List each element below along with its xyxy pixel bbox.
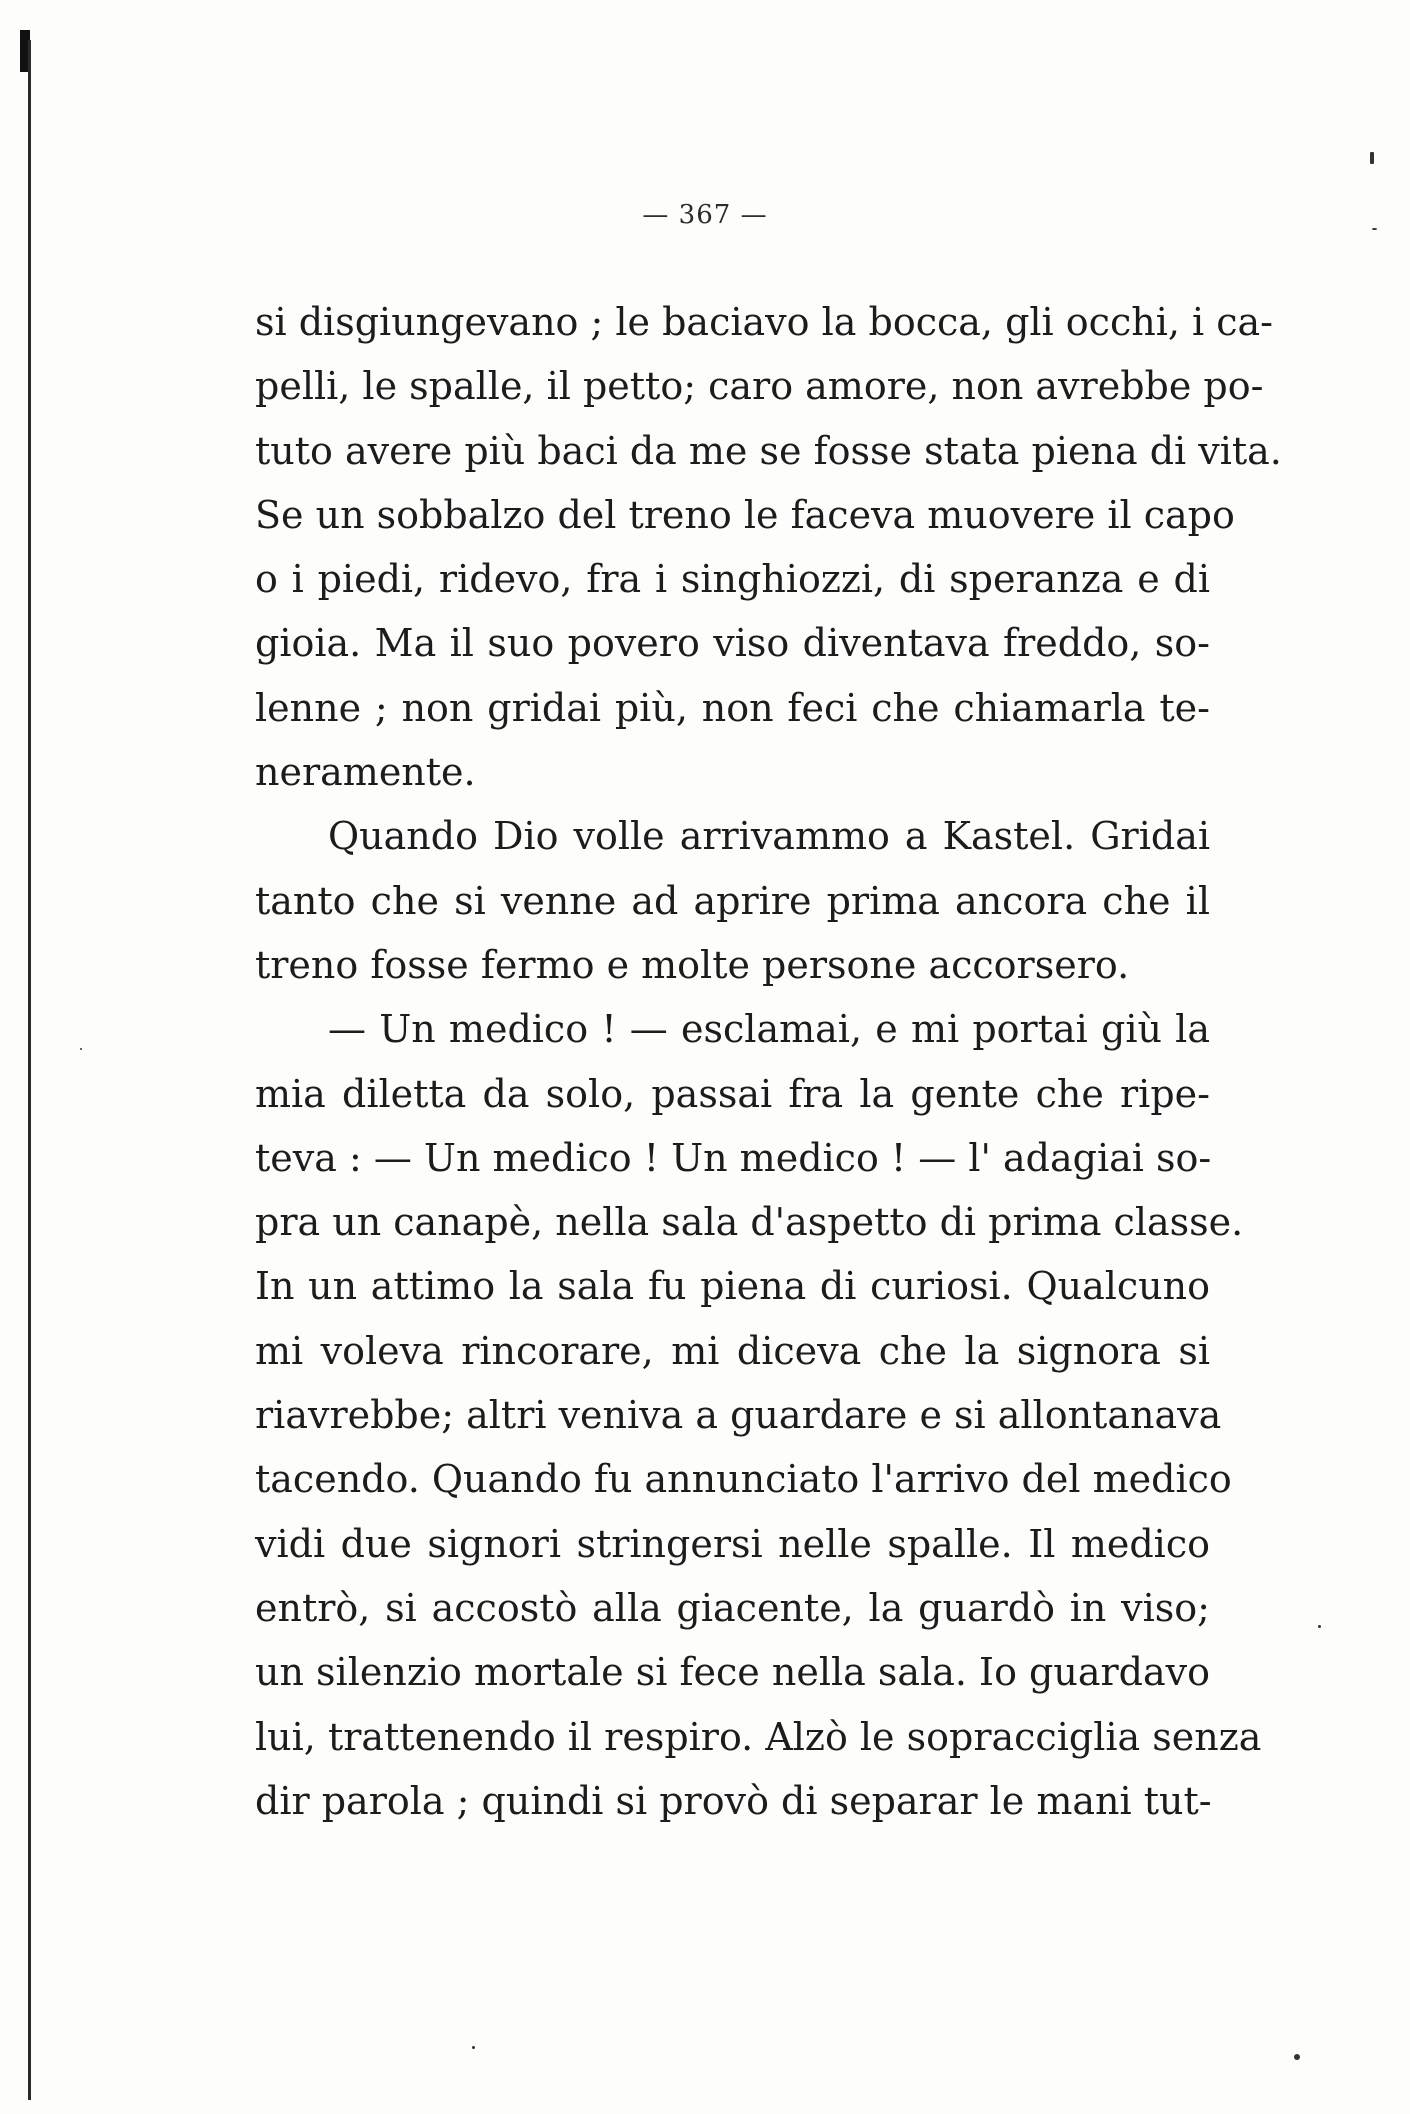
text-line: — Un medico ! — esclamai, e mi portai giù la [328,1007,1210,1052]
text-line: pra un canapè, nella sala d'aspetto di prima classe. [255,1200,1244,1245]
text-line: neramente. [255,750,476,795]
body-text [255,290,1282,1833]
text-line: In un attimo la sala fu piena di curiosi. Qualcuno [255,1264,1210,1309]
text-line: dir parola ; quindi si provò di separar le mani tut- [255,1778,1212,1823]
text-line: entrò, si accostò alla giacente, la guardò in viso; [255,1585,1210,1630]
text-line: si disgiungevano ; le baciavo la bocca, gli occhi, i ca- [255,300,1274,344]
text-line: lenne ; non gridai più, non feci che chiamarla te- [255,685,1210,730]
scan-speck [80,1048,82,1050]
scan-speck [1318,1625,1321,1628]
text-line: mia diletta da solo, passai fra la gente che ripe- [255,1071,1210,1116]
text-line: treno fosse fermo e molte persone accorsero. [255,942,1130,987]
text-line: riavrebbe; altri veniva a guardare e si allontanava [255,1393,1222,1438]
scan-speck [1294,2054,1300,2060]
text-line: pelli, le spalle, il petto; caro amore, non avrebbe po- [255,364,1264,409]
text-line: Se un sobbalzo del treno le faceva muovere il capo [255,492,1235,537]
text-line: tuto avere più baci da me se fosse stata piena di vita. [255,428,1282,473]
text-line: o i piedi, ridevo, fra i singhiozzi, di speranza e di [255,557,1210,602]
text-line: mi voleva rincorare, mi diceva che la signora si [255,1328,1210,1373]
scan-speck [472,2046,475,2049]
text-line: gioia. Ma il suo povero viso diventava freddo, so- [255,621,1210,666]
text-line: un silenzio mortale si fece nella sala. Io guardavo [255,1650,1210,1695]
text-line: teva : — Un medico ! Un medico ! — l' adagiai so- [255,1135,1212,1180]
text-line: tacendo. Quando fu annunciato l'arrivo del medico [255,1457,1232,1502]
text-line: Quando Dio volle arrivammo a Kastel. Gridai [328,814,1210,859]
binding-edge-line [28,40,31,2100]
text-line: vidi due signori stringersi nelle spalle. Il medico [255,1521,1210,1566]
scan-speck [1370,152,1374,164]
text-line: lui, trattenendo il respiro. Alzò le sopracciglia senza [255,1714,1262,1759]
page-number: — 367 — [642,200,768,230]
text-line: tanto che si venne ad aprire prima ancora che il [255,878,1210,923]
